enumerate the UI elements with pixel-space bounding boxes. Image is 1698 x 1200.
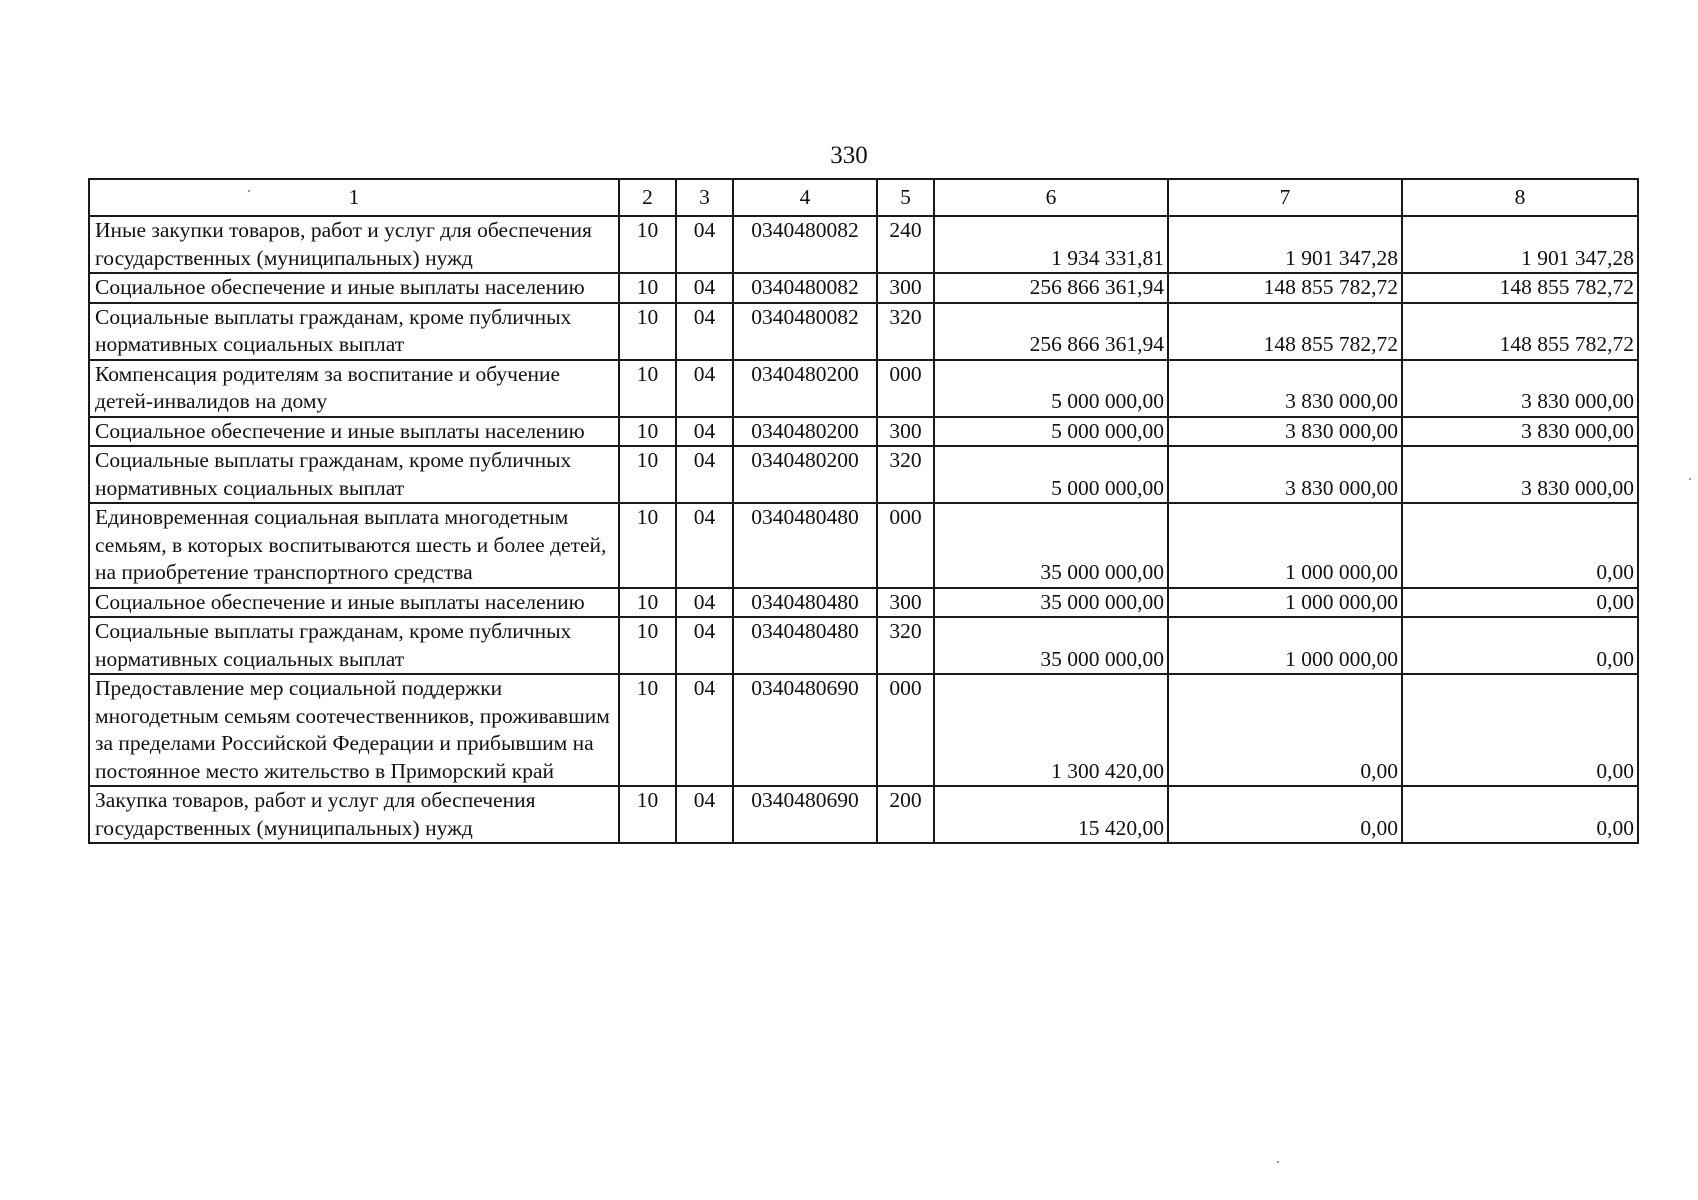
row-name-cell: Социальное обеспечение и иные выплаты населению bbox=[89, 417, 619, 447]
target-article-cell: 0340480200 bbox=[733, 417, 877, 447]
amount-year-1-cell: 256 866 361,94 bbox=[934, 303, 1168, 360]
amount-year-2-cell: 1 901 347,28 bbox=[1168, 216, 1402, 273]
amount-year-3-cell: 148 855 782,72 bbox=[1402, 273, 1638, 303]
target-article-cell: 0340480082 bbox=[733, 216, 877, 273]
section-code-cell: 10 bbox=[619, 503, 676, 588]
table-row bbox=[89, 417, 1638, 447]
target-article-cell: 0340480480 bbox=[733, 503, 877, 588]
amount-year-1-cell: 256 866 361,94 bbox=[934, 273, 1168, 303]
target-article-cell: 0340480690 bbox=[733, 674, 877, 786]
table-row bbox=[89, 588, 1638, 618]
amount-year-3-cell: 0,00 bbox=[1402, 503, 1638, 588]
target-article-cell: 0340480200 bbox=[733, 360, 877, 417]
amount-year-1-cell: 5 000 000,00 bbox=[934, 446, 1168, 503]
amount-year-3-cell: 0,00 bbox=[1402, 617, 1638, 674]
section-code-cell: 10 bbox=[619, 674, 676, 786]
row-name-cell: Закупка товаров, работ и услуг для обеспечения государственных (муниципальных) нужд bbox=[89, 786, 619, 843]
target-article-cell: 0340480200 bbox=[733, 446, 877, 503]
row-name-cell: Компенсация родителям за воспитание и обучение детей-инвалидов на дому bbox=[89, 360, 619, 417]
amount-year-1-cell: 5 000 000,00 bbox=[934, 417, 1168, 447]
row-name-cell: Социальные выплаты гражданам, кроме публичных нормативных социальных выплат bbox=[89, 446, 619, 503]
amount-year-2-cell: 148 855 782,72 bbox=[1168, 273, 1402, 303]
expense-type-cell: 320 bbox=[877, 617, 934, 674]
amount-year-2-cell: 0,00 bbox=[1168, 674, 1402, 786]
amount-year-3-cell: 0,00 bbox=[1402, 588, 1638, 618]
section-code-cell: 10 bbox=[619, 216, 676, 273]
section-code-cell: 10 bbox=[619, 303, 676, 360]
amount-year-3-cell: 148 855 782,72 bbox=[1402, 303, 1638, 360]
amount-year-3-cell: 3 830 000,00 bbox=[1402, 417, 1638, 447]
amount-year-3-cell: 3 830 000,00 bbox=[1402, 360, 1638, 417]
column-header: 5 bbox=[877, 179, 934, 216]
amount-year-2-cell: 3 830 000,00 bbox=[1168, 446, 1402, 503]
budget-table bbox=[88, 178, 1639, 844]
expense-type-cell: 240 bbox=[877, 216, 934, 273]
amount-year-1-cell: 35 000 000,00 bbox=[934, 588, 1168, 618]
target-article-cell: 0340480480 bbox=[733, 588, 877, 618]
row-name-cell: Единовременная социальная выплата многодетным семьям, в которых воспитываются шесть и более детей, на приобретение транспортного средства bbox=[89, 503, 619, 588]
amount-year-2-cell: 3 830 000,00 bbox=[1168, 360, 1402, 417]
amount-year-1-cell: 15 420,00 bbox=[934, 786, 1168, 843]
amount-year-2-cell: 1 000 000,00 bbox=[1168, 503, 1402, 588]
target-article-cell: 0340480690 bbox=[733, 786, 877, 843]
subsection-code-cell: 04 bbox=[676, 303, 733, 360]
target-article-cell: 0340480082 bbox=[733, 273, 877, 303]
row-name-cell: Социальное обеспечение и иные выплаты населению bbox=[89, 273, 619, 303]
column-header: 6 bbox=[934, 179, 1168, 216]
column-number-row bbox=[89, 179, 1638, 216]
column-header: 2 bbox=[619, 179, 676, 216]
expense-type-cell: 300 bbox=[877, 588, 934, 618]
expense-type-cell: 200 bbox=[877, 786, 934, 843]
amount-year-2-cell: 1 000 000,00 bbox=[1168, 617, 1402, 674]
subsection-code-cell: 04 bbox=[676, 786, 733, 843]
expense-type-cell: 300 bbox=[877, 273, 934, 303]
expense-type-cell: 000 bbox=[877, 503, 934, 588]
column-header: 7 bbox=[1168, 179, 1402, 216]
amount-year-1-cell: 35 000 000,00 bbox=[934, 617, 1168, 674]
subsection-code-cell: 04 bbox=[676, 503, 733, 588]
page-number: 330 bbox=[830, 142, 868, 169]
table-body bbox=[89, 216, 1638, 843]
section-code-cell: 10 bbox=[619, 273, 676, 303]
amount-year-3-cell: 0,00 bbox=[1402, 674, 1638, 786]
target-article-cell: 0340480480 bbox=[733, 617, 877, 674]
subsection-code-cell: 04 bbox=[676, 417, 733, 447]
expense-type-cell: 000 bbox=[877, 674, 934, 786]
amount-year-1-cell: 5 000 000,00 bbox=[934, 360, 1168, 417]
column-header: 1 bbox=[89, 179, 619, 216]
amount-year-2-cell: 3 830 000,00 bbox=[1168, 417, 1402, 447]
column-header: 8 bbox=[1402, 179, 1638, 216]
expense-type-cell: 320 bbox=[877, 303, 934, 360]
subsection-code-cell: 04 bbox=[676, 446, 733, 503]
amount-year-1-cell: 1 934 331,81 bbox=[934, 216, 1168, 273]
amount-year-2-cell: 1 000 000,00 bbox=[1168, 588, 1402, 618]
amount-year-2-cell: 0,00 bbox=[1168, 786, 1402, 843]
amount-year-1-cell: 1 300 420,00 bbox=[934, 674, 1168, 786]
row-name-cell: Предоставление мер социальной поддержки многодетным семьям соотечественников, проживавшим за пределами Российской Федерации и прибывшим на постоянное место жительство в Приморский край bbox=[89, 674, 619, 786]
amount-year-3-cell: 0,00 bbox=[1402, 786, 1638, 843]
subsection-code-cell: 04 bbox=[676, 360, 733, 417]
subsection-code-cell: 04 bbox=[676, 273, 733, 303]
column-header: 4 bbox=[733, 179, 877, 216]
section-code-cell: 10 bbox=[619, 588, 676, 618]
amount-year-1-cell: 35 000 000,00 bbox=[934, 503, 1168, 588]
table-row bbox=[89, 216, 1638, 273]
row-name-cell: Социальное обеспечение и иные выплаты населению bbox=[89, 588, 619, 618]
expense-type-cell: 320 bbox=[877, 446, 934, 503]
amount-year-3-cell: 3 830 000,00 bbox=[1402, 446, 1638, 503]
table-row bbox=[89, 617, 1638, 674]
amount-year-3-cell: 1 901 347,28 bbox=[1402, 216, 1638, 273]
expense-type-cell: 000 bbox=[877, 360, 934, 417]
section-code-cell: 10 bbox=[619, 360, 676, 417]
table-row bbox=[89, 446, 1638, 503]
section-code-cell: 10 bbox=[619, 417, 676, 447]
table-row bbox=[89, 303, 1638, 360]
subsection-code-cell: 04 bbox=[676, 588, 733, 618]
row-name-cell: Социальные выплаты гражданам, кроме публичных нормативных социальных выплат bbox=[89, 617, 619, 674]
table-row bbox=[89, 674, 1638, 786]
row-name-cell: Иные закупки товаров, работ и услуг для обеспечения государственных (муниципальных) нужд bbox=[89, 216, 619, 273]
subsection-code-cell: 04 bbox=[676, 216, 733, 273]
table-row bbox=[89, 360, 1638, 417]
subsection-code-cell: 04 bbox=[676, 674, 733, 786]
section-code-cell: 10 bbox=[619, 446, 676, 503]
table-row bbox=[89, 273, 1638, 303]
row-name-cell: Социальные выплаты гражданам, кроме публичных нормативных социальных выплат bbox=[89, 303, 619, 360]
table-row bbox=[89, 503, 1638, 588]
section-code-cell: 10 bbox=[619, 617, 676, 674]
subsection-code-cell: 04 bbox=[676, 617, 733, 674]
section-code-cell: 10 bbox=[619, 786, 676, 843]
amount-year-2-cell: 148 855 782,72 bbox=[1168, 303, 1402, 360]
column-header: 3 bbox=[676, 179, 733, 216]
table-row bbox=[89, 786, 1638, 843]
expense-type-cell: 300 bbox=[877, 417, 934, 447]
target-article-cell: 0340480082 bbox=[733, 303, 877, 360]
